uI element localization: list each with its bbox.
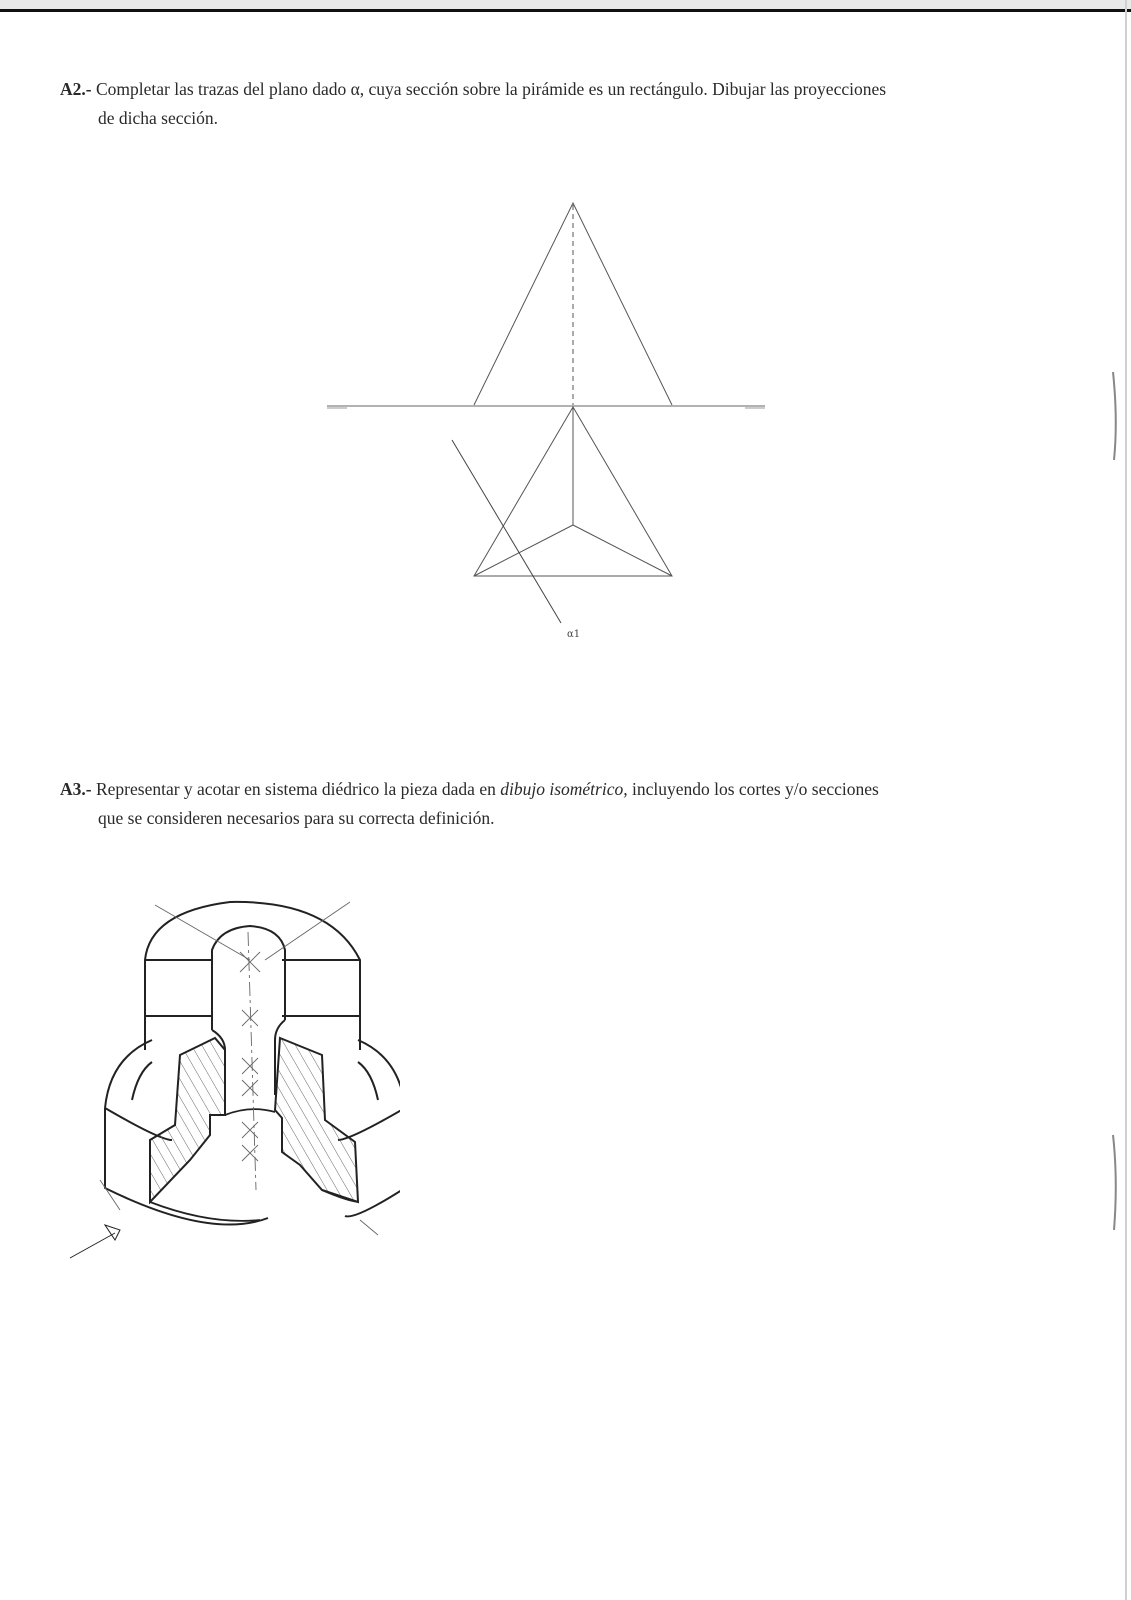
- upper-body-outline: [145, 902, 360, 1050]
- section-left: [150, 1038, 225, 1202]
- trace-label: α1: [567, 629, 581, 640]
- section-right: [275, 1038, 358, 1202]
- problem-a2-text-line1: Completar las trazas del plano dado α, cuya sección sobre la pirámide es un rectángulo. Dibujar las proyecciones: [95, 79, 887, 99]
- problem-a3-text-before: Representar y acotar en sistema diédrico la pieza dada en: [95, 779, 501, 799]
- problem-a3-label: A3.-: [60, 779, 92, 799]
- isometric-part-drawing: [60, 890, 400, 1290]
- view-direction-arrow: [70, 1225, 120, 1258]
- problem-a3-text-after: incluyendo los cortes y/o secciones: [627, 779, 879, 799]
- problem-a3-text-italic: dibujo isométrico,: [500, 779, 628, 799]
- pyramid-projection-diagram: [325, 195, 775, 655]
- page-edge-shadow: [1105, 0, 1131, 1600]
- problem-a2-label: A2.-: [60, 79, 92, 99]
- problem-a2: [60, 75, 1060, 133]
- problem-a3: [60, 775, 1060, 833]
- plane-trace-alpha1: [452, 440, 561, 623]
- problem-a3-text-line2: que se consideren necesarios para su correcta definición.: [98, 808, 495, 828]
- problem-a2-text-line2: de dicha sección.: [98, 108, 219, 128]
- top-border-rule: [0, 0, 1131, 14]
